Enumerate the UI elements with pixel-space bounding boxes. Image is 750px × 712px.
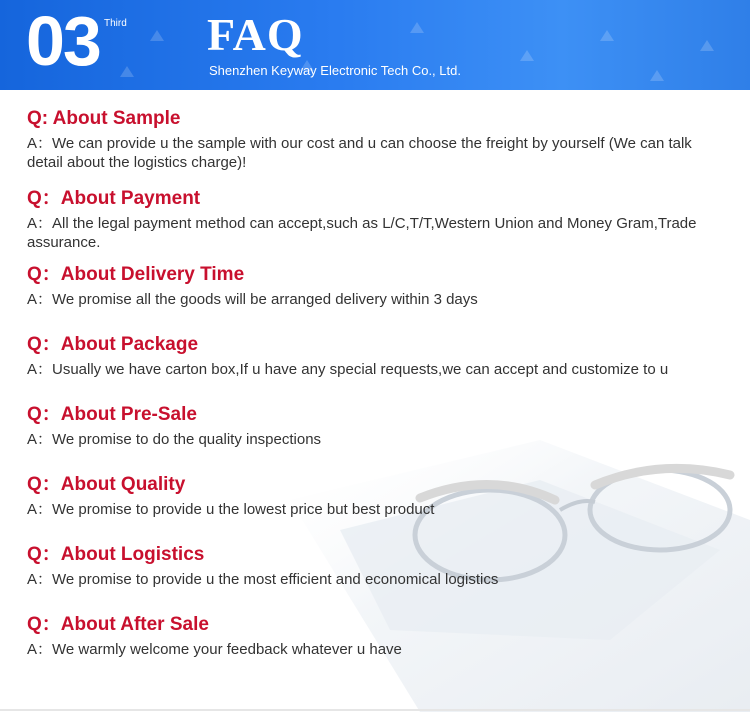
page-title: FAQ bbox=[207, 9, 304, 60]
faq-question: Q：About After Sale bbox=[27, 614, 209, 635]
faq-item bbox=[27, 544, 727, 589]
decor-triangle bbox=[600, 30, 614, 41]
faq-answer: A：We promise all the goods will be arranged delivery within 3 days bbox=[27, 291, 478, 308]
faq-question: Q：About Quality bbox=[27, 474, 186, 495]
section-number: 03 bbox=[26, 2, 100, 80]
faq-question: Q：About Package bbox=[27, 334, 199, 355]
faq-item bbox=[27, 108, 727, 172]
faq-question: Q：About Logistics bbox=[27, 544, 205, 565]
faq-question: Q：About Delivery Time bbox=[27, 264, 245, 285]
header-banner bbox=[0, 0, 750, 90]
decor-triangle bbox=[520, 50, 534, 61]
section-number-tag: Third bbox=[104, 18, 127, 29]
faq-item bbox=[27, 188, 727, 252]
faq-item bbox=[27, 614, 727, 659]
faq-question: Q：About Payment bbox=[27, 188, 201, 209]
faq-answer: A：We promise to do the quality inspections bbox=[27, 431, 322, 448]
faq-item bbox=[27, 404, 727, 449]
faq-item bbox=[27, 264, 727, 309]
decor-triangle bbox=[150, 30, 164, 41]
faq-answer: A：Usually we have carton box,If u have any special requests,we can accept and customize to u bbox=[27, 361, 669, 378]
faq-question: Q: About Sample bbox=[27, 108, 181, 129]
faq-answer: A：We warmly welcome your feedback whatever u have bbox=[27, 641, 402, 658]
faq-answer: A：We promise to provide u the lowest price but best product bbox=[27, 501, 435, 518]
decor-triangle bbox=[700, 40, 714, 51]
decor-triangle bbox=[120, 66, 134, 77]
company-name: Shenzhen Keyway Electronic Tech Co., Ltd. bbox=[209, 63, 461, 78]
decor-triangle bbox=[650, 70, 664, 81]
decor-triangle bbox=[410, 22, 424, 33]
bottom-divider bbox=[0, 709, 750, 711]
faq-item bbox=[27, 474, 727, 519]
faq-item bbox=[27, 334, 727, 379]
faq-answer: A：We can provide u the sample with our cost and u can choose the freight by yourself (We can talk detail about the logistics charge)! bbox=[27, 135, 692, 171]
faq-answer: A：We promise to provide u the most efficient and economical logistics bbox=[27, 571, 499, 588]
faq-question: Q：About Pre-Sale bbox=[27, 404, 197, 425]
faq-answer: A：All the legal payment method can accept,such as L/C,T/T,Western Union and Money Gram,Trade assurance. bbox=[27, 215, 697, 251]
